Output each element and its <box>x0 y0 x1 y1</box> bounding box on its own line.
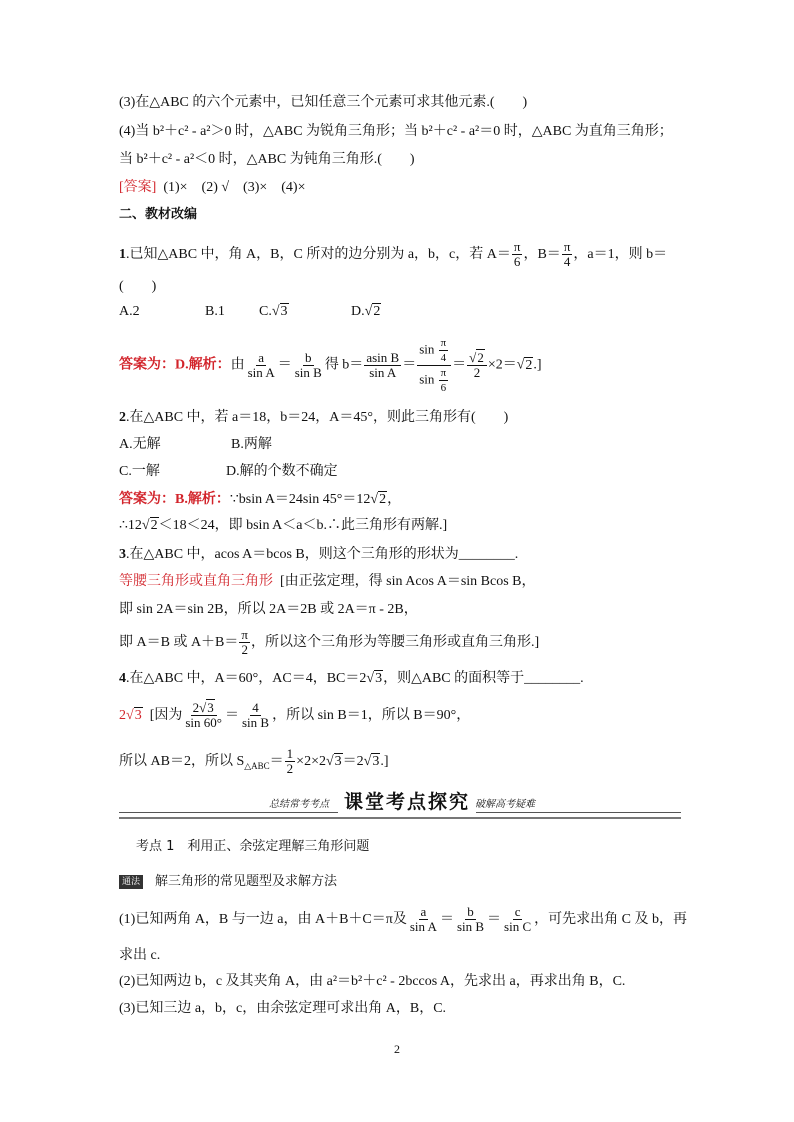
problem-4-solution-line1: 2√3 [因为 $\frac{2√3}{\sin 60^\circ}$ ＝ $\frac{4}{\text{sin B}}$ ，所以 sin B＝1，所以 B＝90°， <box>119 700 471 731</box>
problem-2-solution-line2: ∴12√2＜18＜24，即 bsin A＜a＜b.∴此三角形有两解.] <box>119 518 448 533</box>
judge-q4-line1: (4)当 b²＋c² - a²＞0 时，△ABC 为锐角三角形；当 b²＋c² - a²＝0 时，△ABC 为直角三角形； <box>119 124 673 139</box>
problem-1-options: A.2 B.1 C.√3 D.√2 <box>119 304 381 319</box>
problem-1-stem: 1.已知△ABC 中，角 A，B，C 所对的边分别为 a，b，c，若 A＝ $\frac{\pi}{6}$ ，B＝ $\frac{\pi}{4}$ ，a＝1，则 b＝ <box>119 239 668 270</box>
section-banner <box>119 786 681 826</box>
topic-1-title: 考点 1 利用正、余弦定理解三角形问题 <box>136 839 370 854</box>
judge-q4-line2: 当 b²＋c² - a²＜0 时，△ABC 为钝角三角形.( ) <box>119 152 415 167</box>
method-3: (3)已知三边 a，b，c，由余弦定理可求出角 A，B，C. <box>119 1001 447 1016</box>
problem-1-solution: 答案为：D.解析：由 $\frac{a}{\text{sin A}}$ ＝ $\frac{b}{\text{sin B}}$ 得 b＝ $\frac{\text{asin B}}{\text{sin A}}$ ＝ sin $\frac{\pi}{4}$ sin $\frac{\pi}{6}$ ＝ $\frac{√2}{2}$ ×2＝√2.] <box>119 337 542 394</box>
problem-4-stem: 4.在△ABC 中，A＝60°，AC＝4，BC＝2√3，则△ABC 的面积等于________. <box>119 671 584 686</box>
page-number: 2 <box>394 1042 400 1056</box>
problem-2-options-row1: A.无解 B.两解 <box>119 437 272 452</box>
fraction-pi-6: $\frac{\pi}{6}$ <box>513 239 521 270</box>
method-1-line1: (1)已知两角 A，B 与一边 a，由 A＋B＋C＝π及 $\frac{a}{\text{sin A}}$ ＝ $\frac{b}{\text{sin B}}$ ＝ $\frac{c}{\text{sin C}}$ ，可先求出角 C 及 b，再 <box>119 904 687 935</box>
topic-1-subtitle-row <box>119 872 337 892</box>
problem-3-solution-line3: 即 A＝B 或 A＋B＝ $\frac{\pi}{2}$ ，所以这个三角形为等腰三角形或直角三角形.] <box>119 627 540 658</box>
banner-title: 课堂考点探究 <box>338 787 476 814</box>
fraction-pi-4: $\frac{\pi}{4}$ <box>563 239 571 270</box>
problem-2-options-row2: C.一解 D.解的个数不确定 <box>119 464 338 479</box>
judge-answer <box>119 178 306 198</box>
banner-left-text: 总结常考考点 <box>269 799 329 810</box>
problem-2-solution-line1: 答案为：B.解析：∵bsin A＝24sin 45°＝12√2， <box>119 492 402 507</box>
problem-3-solution-line2: 即 sin 2A＝sin 2B，所以 2A＝2B 或 2A＝π - 2B， <box>119 602 418 617</box>
problem-3-solution-line1: 等腰三角形或直角三角形 [由正弦定理，得 sin Acos A＝sin Bcos B， <box>119 574 536 589</box>
method-1-line2: 求出 c. <box>119 948 161 963</box>
topic-1-subtitle: 解三角形的常见题型及求解方法 <box>155 874 338 889</box>
answer-label: [答案] <box>119 180 157 195</box>
method-2: (2)已知两边 b，c 及其夹角 A，由 a²＝b²＋c² - 2bccos A，先求出 a，再求出角 B，C. <box>119 974 626 989</box>
banner-rule-bottom <box>119 817 681 819</box>
answer-text: (1)× (2) √ (3)× (4)× <box>163 180 306 195</box>
banner-right-text: 破解高考疑难 <box>475 799 535 810</box>
section-title: 二、教材改编 <box>119 207 198 222</box>
method-tag: 通法 <box>119 875 143 889</box>
problem-1-paren: ( ) <box>119 279 157 294</box>
judge-q3: (3)在△ABC 的六个元素中，已知任意三个元素可求其他元素.( ) <box>119 95 528 110</box>
problem-2-stem: 2.在△ABC 中，若 a＝18，b＝24，A＝45°，则此三角形有( ) <box>119 410 509 425</box>
problem-4-solution-line2: 所以 AB＝2，所以 $S_{\triangle ABC}=$ $\frac{1}{2}$ ×2×2√3＝2√3.] <box>119 746 389 777</box>
problem-3-stem: 3.在△ABC 中，acos A＝bcos B，则这个三角形的形状为________. <box>119 547 519 562</box>
